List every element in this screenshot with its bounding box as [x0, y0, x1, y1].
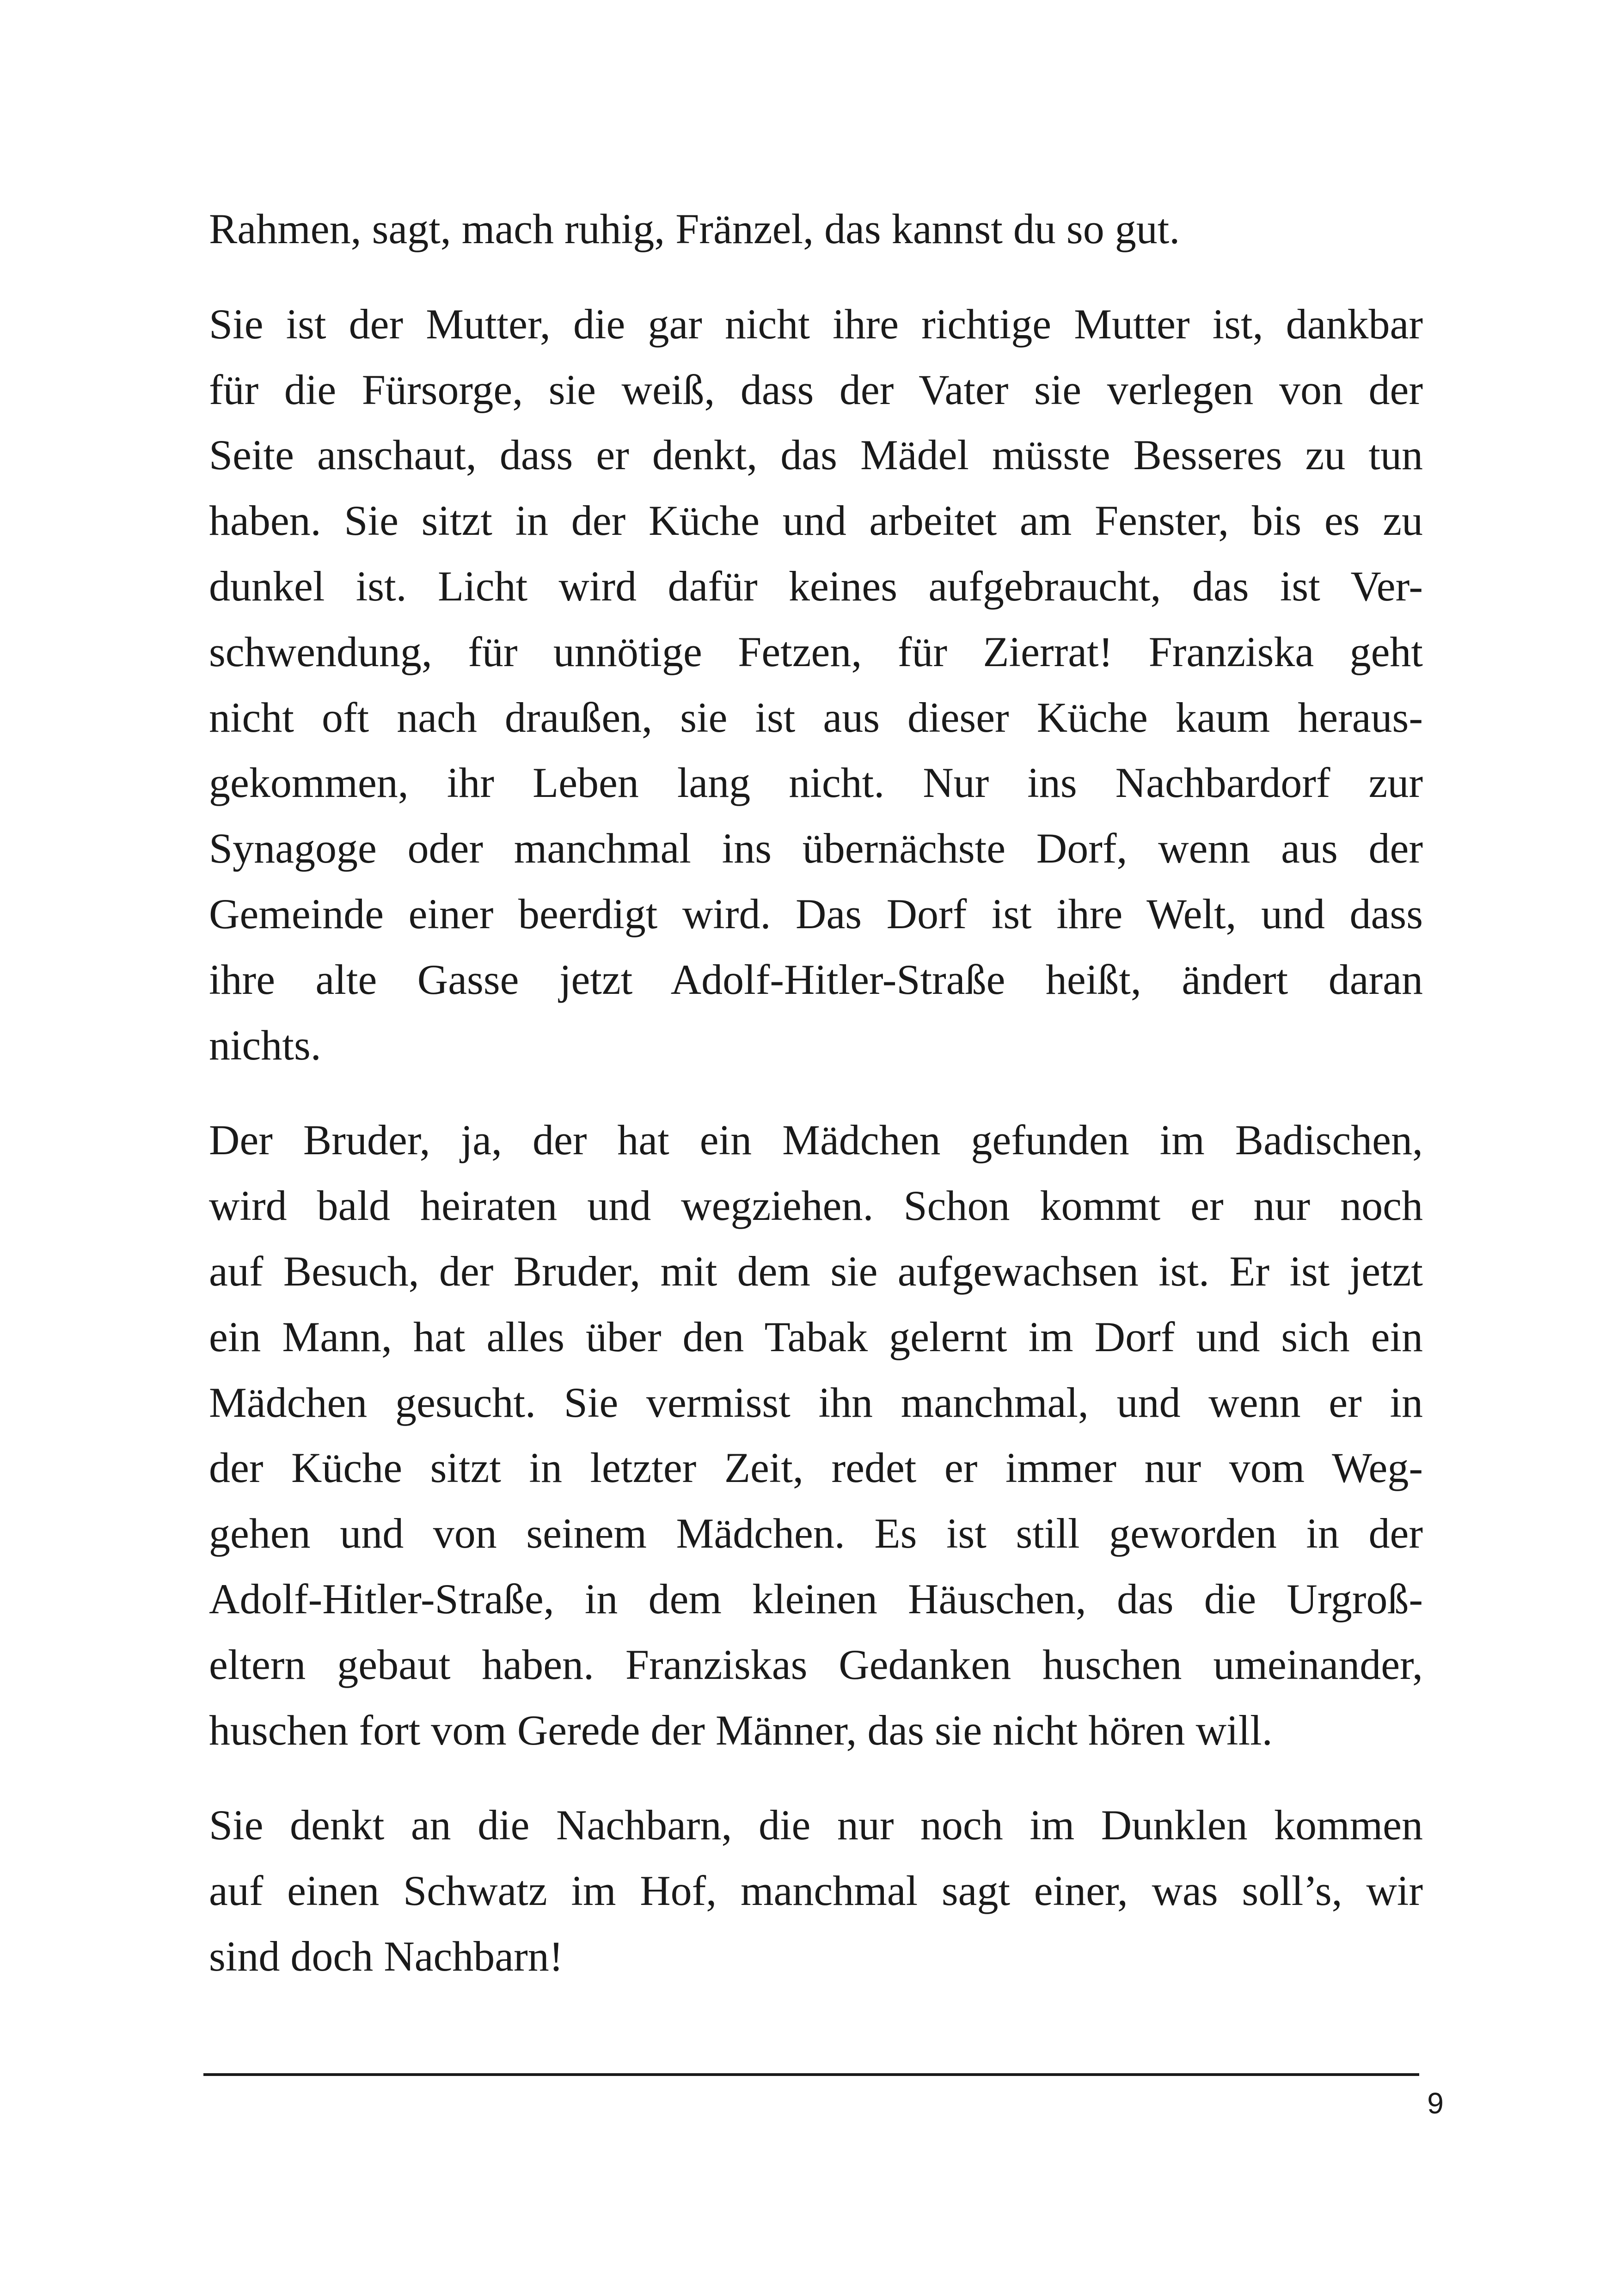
- text-line: Seite anschaut, dass er denkt, das Mädel müsste Besseres zu tun: [209, 431, 1423, 479]
- text-line: gekommen, ihr Leben lang nicht. Nur ins Nachbardorf zur: [209, 759, 1423, 807]
- text-line: Der Bruder, ja, der hat ein Mädchen gefunden im Badischen,: [209, 1116, 1423, 1164]
- text-line: nicht oft nach draußen, sie ist aus dieser Küche kaum heraus-: [209, 693, 1423, 741]
- text-line: haben. Sie sitzt in der Küche und arbeitet am Fenster, bis es zu: [209, 497, 1423, 545]
- text-line: Rahmen, sagt, mach ruhig, Fränzel, das kannst du so gut.: [209, 205, 1180, 252]
- text-line: der Küche sitzt in letzter Zeit, redet er immer nur vom Weg-: [209, 1444, 1423, 1492]
- text-line: Sie ist der Mutter, die gar nicht ihre richtige Mutter ist, dankbar: [209, 300, 1423, 348]
- text-line: Sie denkt an die Nachbarn, die nur noch im Dunklen kommen: [209, 1801, 1423, 1849]
- text-line: Mädchen gesucht. Sie vermisst ihn manchmal, und wenn er in: [209, 1378, 1423, 1426]
- text-line: Synagoge oder manchmal ins übernächste Dorf, wenn aus der: [209, 825, 1423, 872]
- paragraph: [209, 196, 1423, 262]
- text-line: ihre alte Gasse jetzt Adolf-Hitler-Straße heißt, ändert daran: [209, 955, 1423, 1003]
- text-line: wird bald heiraten und wegziehen. Schon kommt er nur noch: [209, 1182, 1423, 1230]
- text-line: huschen fort vom Gerede der Männer, das sie nicht hören will.: [209, 1706, 1273, 1754]
- text-line: dunkel ist. Licht wird dafür keines aufgebraucht, das ist Ver-: [209, 562, 1423, 610]
- paragraph: [209, 1793, 1423, 1989]
- paragraph: [209, 1108, 1423, 1763]
- text-line: ein Mann, hat alles über den Tabak gelernt im Dorf und sich ein: [209, 1313, 1423, 1360]
- page-number: 9: [1427, 2087, 1444, 2120]
- text-line: Adolf-Hitler-Straße, in dem kleinen Häuschen, das die Urgroß-: [209, 1575, 1423, 1623]
- text-line: auf einen Schwatz im Hof, manchmal sagt einer, was soll’s, wir: [209, 1867, 1423, 1915]
- text-line: sind doch Nachbarn!: [209, 1932, 564, 1980]
- text-line: für die Fürsorge, sie weiß, dass der Vater sie verlegen von der: [209, 366, 1423, 413]
- text-line: gehen und von seinem Mädchen. Es ist still geworden in der: [209, 1510, 1423, 1557]
- footer-rule: [203, 2073, 1419, 2076]
- text-body: [209, 196, 1423, 2019]
- paragraph: [209, 292, 1423, 1078]
- text-line: auf Besuch, der Bruder, mit dem sie aufgewachsen ist. Er ist jetzt: [209, 1247, 1423, 1295]
- text-line: eltern gebaut haben. Franziskas Gedanken huschen umeinander,: [209, 1641, 1423, 1688]
- text-line: schwendung, für unnötige Fetzen, für Zierrat! Franziska geht: [209, 628, 1423, 675]
- text-line: nichts.: [209, 1021, 321, 1069]
- text-line: Gemeinde einer beerdigt wird. Das Dorf ist ihre Welt, und dass: [209, 890, 1423, 937]
